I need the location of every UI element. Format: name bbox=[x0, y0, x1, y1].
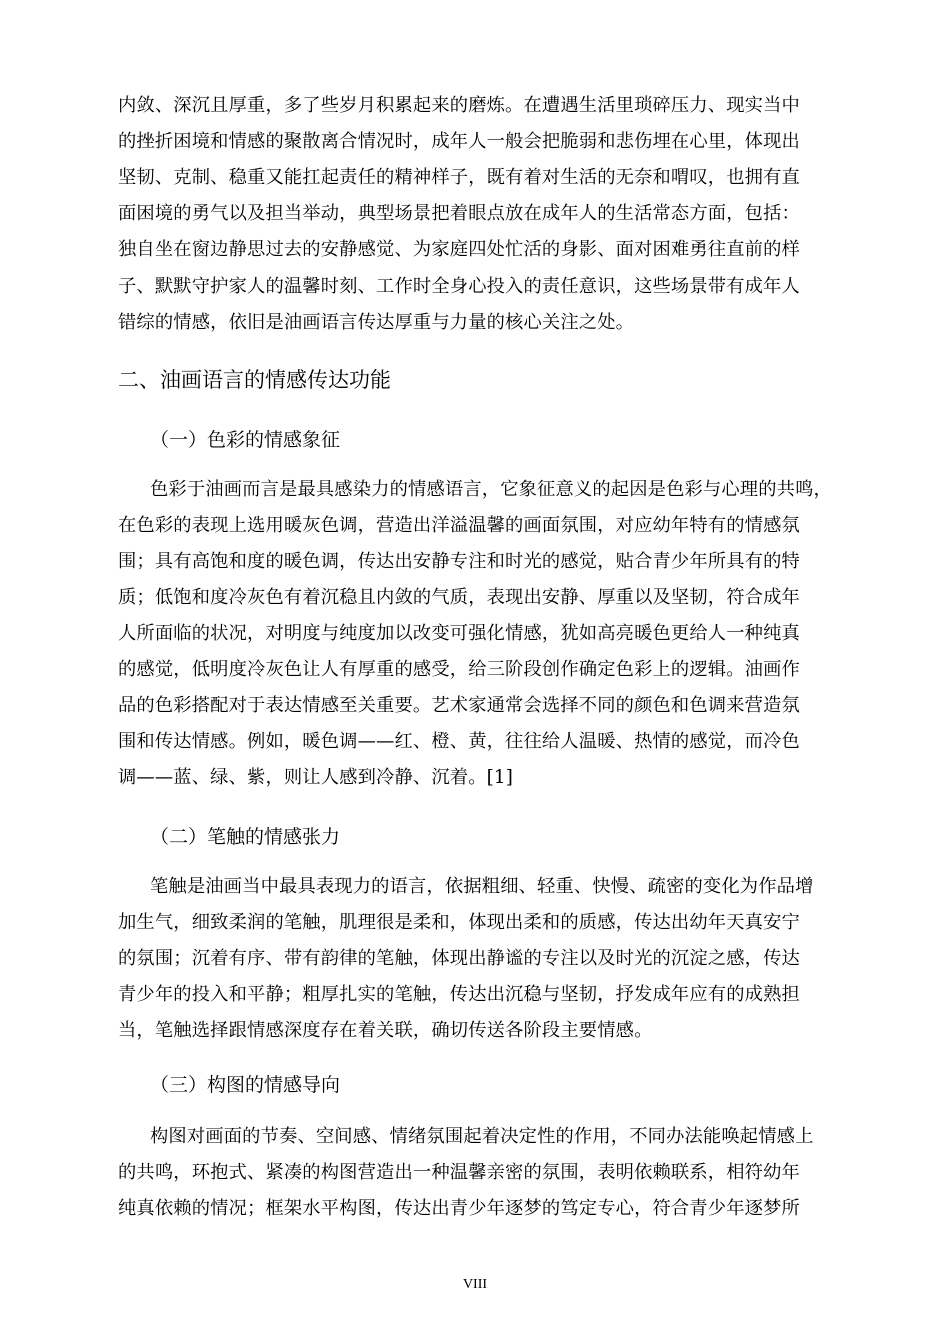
body-text-line: 当，笔触选择跟情感深度存在着关联，确切传送各阶段主要情感。 bbox=[118, 1020, 653, 1041]
body-text-line: 纯真依赖的情况；框架水平构图，传达出青少年逐梦的笃定专心，符合青少年逐梦所 bbox=[118, 1198, 800, 1219]
section-heading: 二、油画语言的情感传达功能 bbox=[118, 368, 391, 392]
body-text-line: 笔触是油画当中最具表现力的语言，依据粗细、轻重、快慢、疏密的变化为作品增 bbox=[150, 876, 814, 897]
body-text-line: 在色彩的表现上选用暖灰色调，营造出洋溢温馨的画面氛围，对应幼年特有的情感氛 bbox=[118, 515, 800, 536]
body-text-line: 青少年的投入和平静；粗厚扎实的笔触，传达出沉稳与坚韧，抒发成年应有的成熟担 bbox=[118, 984, 800, 1005]
body-text-line: 人所面临的状况，对明度与纯度加以改变可强化情感，犹如高亮暖色更给人一种纯真 bbox=[118, 623, 800, 644]
body-text-line: 坚韧、克制、稳重又能扛起责任的精神样子，既有着对生活的无奈和喟叹，也拥有直 bbox=[118, 167, 800, 188]
body-text-line: 围；具有高饱和度的暖色调，传达出安静专注和时光的感觉，贴合青少年所具有的特 bbox=[118, 551, 800, 572]
body-text-line: 的挫折困境和情感的聚散离合情况时，成年人一般会把脆弱和悲伤埋在心里，体现出 bbox=[118, 131, 800, 152]
body-text-line: 品的色彩搭配对于表达情感至关重要。艺术家通常会选择不同的颜色和色调来营造氛 bbox=[118, 695, 800, 716]
page-number: VIII bbox=[462, 1277, 488, 1292]
body-text-line: 独自坐在窗边静思过去的安静感觉、为家庭四处忙活的身影、面对困难勇往直前的样 bbox=[118, 239, 800, 260]
subsection-heading-brushstroke: （二）笔触的情感张力 bbox=[150, 826, 341, 848]
body-text-line: 错综的情感，依旧是油画语言传达厚重与力量的核心关注之处。 bbox=[118, 312, 635, 333]
body-text-line: 的共鸣，环抱式、紧凑的构图营造出一种温馨亲密的氛围，表明依赖联系，相符幼年 bbox=[118, 1162, 800, 1183]
body-text-line: 面困境的勇气以及担当举动，典型场景把着眼点放在成年人的生活常态方面，包括： bbox=[118, 203, 800, 224]
body-text-line: 的氛围；沉着有序、带有韵律的笔触，体现出静谧的专注以及时光的沉淀之感，传达 bbox=[118, 948, 800, 969]
body-text-line: 内敛、深沉且厚重，多了些岁月积累起来的磨炼。在遭遇生活里琐碎压力、现实当中 bbox=[118, 95, 800, 116]
body-text-line: 调——蓝、绿、紫，则让人感到冷静、沉着。[1] bbox=[118, 767, 513, 788]
body-text-line: 围和传达情感。例如，暖色调——红、橙、黄，往往给人温暖、热情的感觉，而冷色 bbox=[118, 731, 800, 752]
body-text-line: 的感觉，低明度冷灰色让人有厚重的感受，给三阶段创作确定色彩上的逻辑。油画作 bbox=[118, 659, 800, 680]
body-text-line: 子、默默守护家人的温馨时刻、工作时全身心投入的责任意识，这些场景带有成年人 bbox=[118, 276, 800, 297]
subsection-heading-color: （一）色彩的情感象征 bbox=[150, 429, 341, 451]
body-text-line: 构图对画面的节奏、空间感、情绪氛围起着决定性的作用，不同办法能唤起情感上 bbox=[150, 1126, 814, 1147]
body-text-line: 加生气，细致柔润的笔触，肌理很是柔和，体现出柔和的质感，传达出幼年天真安宁 bbox=[118, 912, 800, 933]
body-text-line: 质；低饱和度冷灰色有着沉稳且内敛的气质，表现出安静、厚重以及坚韧，符合成年 bbox=[118, 587, 800, 608]
subsection-heading-composition: （三）构图的情感导向 bbox=[150, 1074, 341, 1096]
body-text-line: 色彩于油画而言是最具感染力的情感语言，它象征意义的起因是色彩与心理的共鸣， bbox=[150, 479, 832, 500]
